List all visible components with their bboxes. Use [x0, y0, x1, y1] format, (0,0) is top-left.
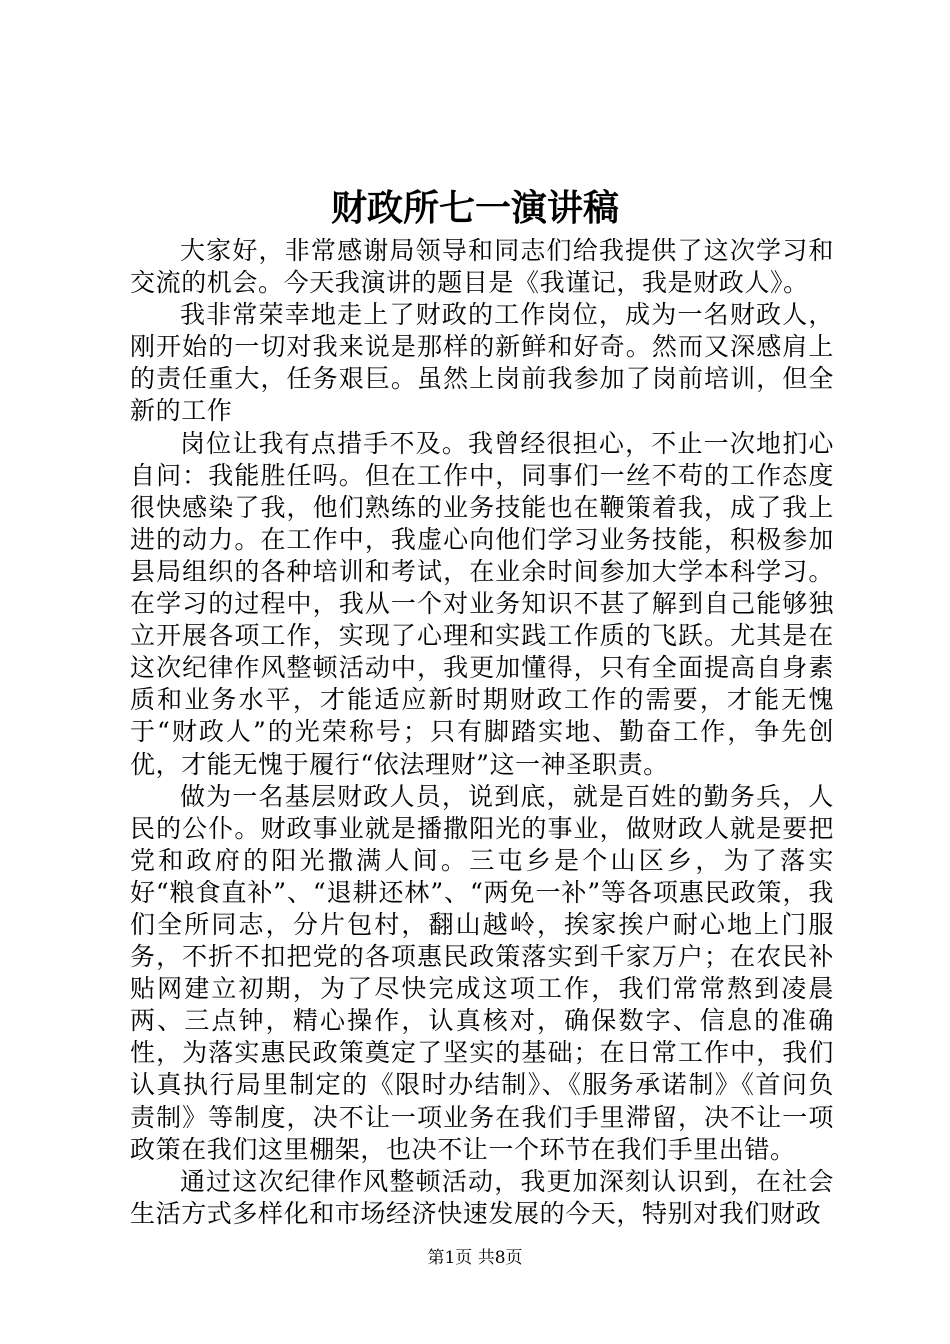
body-paragraph-5: 通过这次纪律作风整顿活动，我更加深刻认识到，在社会生活方式多样化和市场经济快速发展的今天，特别对我们财政	[130, 1166, 834, 1228]
body-paragraph-2: 我非常荣幸地走上了财政的工作岗位，成为一名财政人，刚开始的一切对我来说是那样的新鲜和好奇。然而又深感肩上的责任重大，任务艰巨。虽然上岗前我参加了岗前培训，但全新的工作	[130, 300, 834, 426]
body-paragraph-4: 做为一名基层财政人员，说到底，就是百姓的勤务兵，人民的公仆。财政事业就是播撒阳光的事业，做财政人就是要把党和政府的阳光撒满人间。三屯乡是个山区乡，为了落实好“粮食直补”、“退耕还林”、“两免一补”等各项惠民政策，我们全所同志，分片包村，翻山越岭，挨家挨户耐心地上门服务，不折不扣把党的各项惠民政策落实到千家万户；在农民补贴网建立初期，为了尽快完成这项工作，我们常常熬到凌晨两、三点钟，精心操作，认真核对，确保数字、信息的准确性，为落实惠民政策奠定了坚实的基础；在日常工作中，我们认真执行局里制定的《限时办结制》、《服务承诺制》《首问负责制》等制度，决不让一项业务在我们手里滞留，决不让一项政策在我们这里棚架，也决不让一个环节在我们手里出错。	[130, 781, 834, 1164]
document-body	[130, 235, 834, 1230]
body-paragraph-3: 岗位让我有点措手不及。我曾经很担心，不止一次地扪心自问：我能胜任吗。但在工作中，同事们一丝不苟的工作态度很快感染了我，他们熟练的业务技能也在鞭策着我，成了我上进的动力。在工作中，我虚心向他们学习业务技能，积极参加县局组织的各种培训和考试，在业余时间参加大学本科学习。在学习的过程中，我从一个对业务知识不甚了解到自己能够独立开展各项工作，实现了心理和实践工作质的飞跃。尤其是在这次纪律作风整顿活动中，我更加懂得，只有全面提高自身素质和业务水平，才能适应新时期财政工作的需要，才能无愧于“财政人”的光荣称号；只有脚踏实地、勤奋工作，争先创优，才能无愧于履行“依法理财”这一神圣职责。	[130, 428, 834, 779]
document-title: 财政所七一演讲稿	[330, 187, 619, 229]
page-number-footer: 第1页 共8页	[427, 1248, 523, 1268]
body-paragraph-1: 大家好，非常感谢局领导和同志们给我提供了这次学习和交流的机会。今天我演讲的题目是《我谨记，我是财政人》。	[130, 236, 834, 298]
